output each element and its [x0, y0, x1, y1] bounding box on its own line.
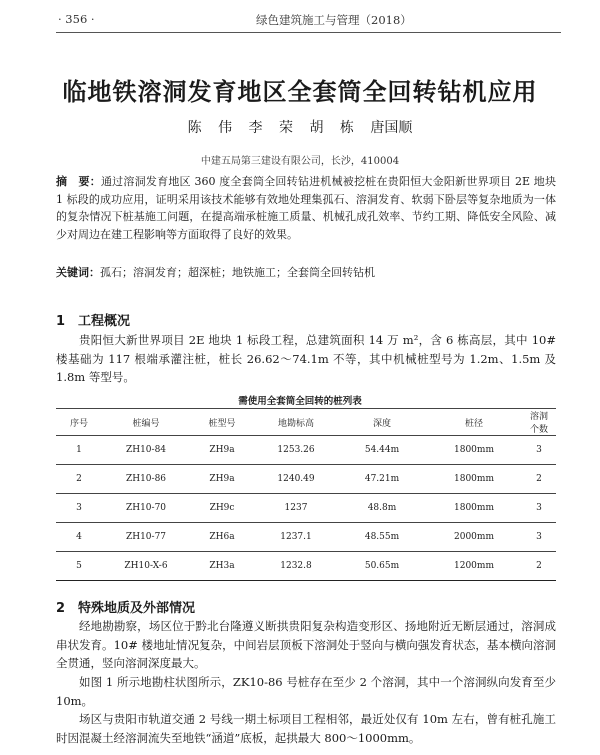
table-cell: 2000mm [426, 523, 522, 552]
table-cell: ZH9a [190, 465, 254, 494]
keywords-label: 关键词： [56, 266, 100, 279]
abstract-text: 通过溶洞发育地区 360 度全套筒全回转钻进机械被挖桩在贵阳恒大金阳新世界项目 2E 地块 1 标段的成功应用，证明采用该技术能够有效地处理集孤石、溶洞发育、软弱下卧层等复杂地质为一体的复杂情况下桩基施工问题，在提高端承桩施工质量、机械孔成孔效率、节约工期、降低安全风险、减少对周边在建工程影响等方面取得了良好的效果。 [56, 175, 557, 241]
table-cell: 2 [522, 465, 556, 494]
table-cell: 1253.26 [254, 436, 338, 465]
table-cell: 5 [56, 552, 102, 581]
table-cell: 1 [56, 436, 102, 465]
abstract-label: 摘 要： [56, 175, 101, 188]
table-header-cell: 序号 [56, 409, 102, 436]
table-cell: 2 [522, 552, 556, 581]
table-cell: ZH9c [190, 494, 254, 523]
table-cell: ZH10-77 [102, 523, 190, 552]
keywords [56, 264, 556, 281]
table-cell: 1237.1 [254, 523, 338, 552]
table-header-row [56, 409, 556, 436]
section-2-paragraph-1: 经地勘勘察，场区位于黔北台隆遵义断拱贵阳复杂构造变形区、扬地附近无断层通过，溶洞成串状发育。10# 楼地址情况复杂，中间岩层顶板下溶洞处于竖向与横向强发育状态，基本横向溶洞全贯通，竖向溶洞深度最大。 [56, 619, 556, 670]
table-cell: 1232.8 [254, 552, 338, 581]
table-caption: 需使用全套筒全回转的桩列表 [238, 396, 362, 407]
table-cell: 3 [522, 436, 556, 465]
table-row [56, 465, 556, 494]
table-cell: 1237 [254, 494, 338, 523]
running-header [56, 8, 561, 28]
table-cell: 2 [56, 465, 102, 494]
pile-table [56, 408, 556, 581]
table-cell: 48.55m [338, 523, 426, 552]
table-row [56, 494, 556, 523]
section-2-paragraph-2: 如图 1 所示地勘柱状图所示，ZK10-86 号桩存在至少 2 个溶洞，其中一个溶洞纵向发育至少 10m。 [56, 675, 556, 708]
table-row [56, 552, 556, 581]
table-cell: ZH10-70 [102, 494, 190, 523]
table-cell: 1200mm [426, 552, 522, 581]
table-cell: 50.65m [338, 552, 426, 581]
author-list: 陈 伟 李 荣 胡 栋 唐国顺 [187, 120, 413, 136]
keywords-text: 孤石；溶洞发育；超深桩；地铁施工；全套筒全回转钻机 [100, 266, 375, 279]
table-cell: 48.8m [338, 494, 426, 523]
table-cell: 1800mm [426, 436, 522, 465]
page-number: · 356 · [58, 12, 95, 26]
table-cell: 3 [522, 494, 556, 523]
table-header-cell: 地勘标高 [254, 409, 338, 436]
table-cell: 47.21m [338, 465, 426, 494]
table-cell: 3 [522, 523, 556, 552]
table-cell: 1800mm [426, 465, 522, 494]
table-cell: ZH10-84 [102, 436, 190, 465]
table-cell: ZH3a [190, 552, 254, 581]
section-1-paragraph: 贵阳恒大新世界项目 2E 地块 1 标段工程，总建筑面积 14 万 m²，含 6 栋高层，其中 10# 楼基础为 117 根端承灌注桩，桩长 26.62～74.1m 不等，其中机械桩型号为 1.2m、1.5m 及 1.8m 等型号。 [56, 333, 556, 384]
table-cell: 1240.49 [254, 465, 338, 494]
table-cell: ZH6a [190, 523, 254, 552]
section-2-paragraph-3: 场区与贵阳市轨道交通 2 号线一期土标项目工程相邻，最近处仅有 10m 左右，曾有桩孔施工时因混凝土经溶洞流失至地铁“涵道”底板，起拱最大 800～1000mm。 [56, 712, 556, 745]
table-cell: ZH10-X-6 [102, 552, 190, 581]
paper-title: 临地铁溶洞发育地区全套筒全回转钻机应用 [62, 78, 538, 106]
table-header-cell: 深度 [338, 409, 426, 436]
journal-name: 绿色建筑施工与管理（2018） [256, 13, 412, 27]
table-row [56, 436, 556, 465]
table-cell: 54.44m [338, 436, 426, 465]
table-cell: 3 [56, 494, 102, 523]
header-rule [56, 32, 561, 33]
table-header-cell: 桩编号 [102, 409, 190, 436]
table-header-cell: 桩型号 [190, 409, 254, 436]
table-header-cell: 溶洞个数 [522, 409, 556, 436]
affiliation: 中建五局第三建设有限公司，长沙，410004 [200, 156, 400, 167]
table-cell: ZH10-86 [102, 465, 190, 494]
section-2-heading: 2 特殊地质及外部情况 [56, 601, 196, 616]
section-1-heading: 1 工程概况 [56, 314, 131, 329]
table-row [56, 523, 556, 552]
table-cell: 4 [56, 523, 102, 552]
table-cell: ZH9a [190, 436, 254, 465]
abstract [56, 173, 556, 243]
table-header-cell: 桩径 [426, 409, 522, 436]
table-cell: 1800mm [426, 494, 522, 523]
